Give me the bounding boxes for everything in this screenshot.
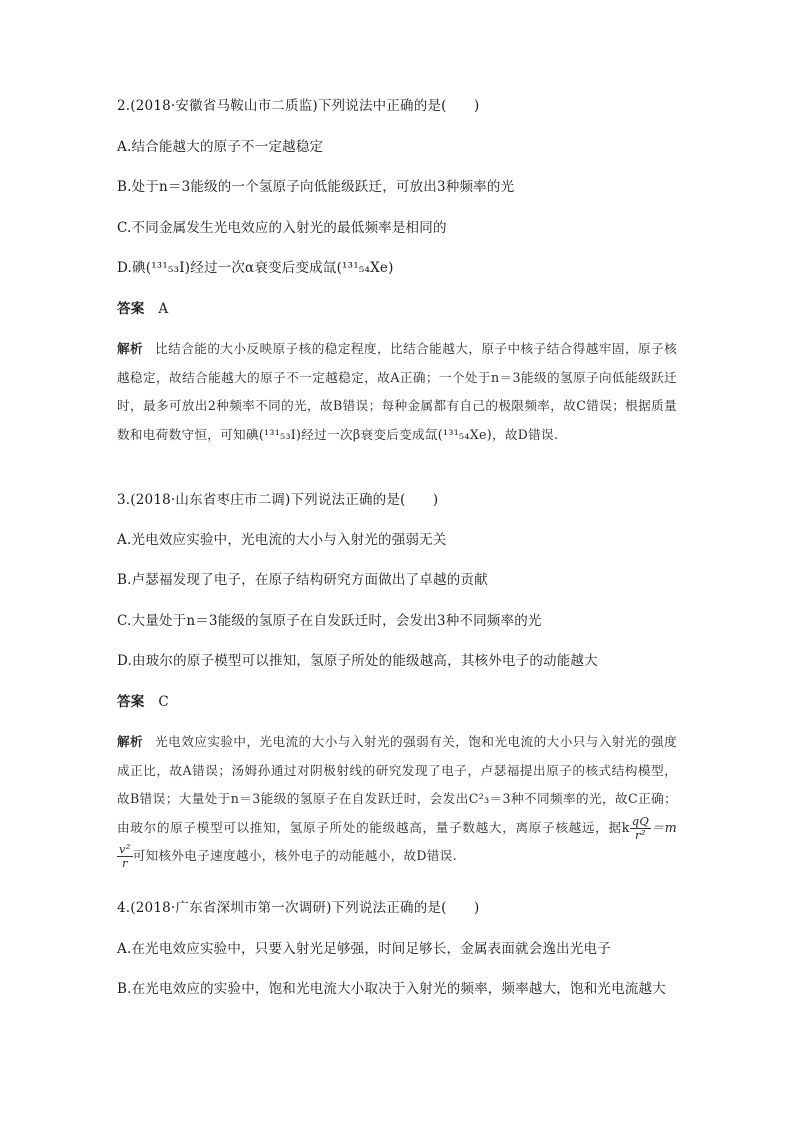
q3-analysis xyxy=(117,728,677,871)
analysis-label: 解析 xyxy=(117,734,144,749)
q3-option-c: C.大量处于n＝3能级的氢原子在自发跃迁时，会发出3种不同频率的光 xyxy=(117,613,542,629)
q2-option-d: D.碘(¹³¹₅₃I)经过一次α衰变后变成氙(¹³¹₅₄Xe) xyxy=(117,260,394,276)
q3-title: 3.(2018·山东省枣庄市二调)下列说法正确的是( ) xyxy=(117,492,439,508)
q2-option-a: A.结合能越大的原子不一定越稳定 xyxy=(117,139,324,155)
formula-denominator: r² xyxy=(635,827,646,842)
q3-answer xyxy=(117,692,169,712)
q2-option-c: C.不同金属发生光电效应的入射光的最低频率是相同的 xyxy=(117,220,447,236)
q2-title: 2.(2018·安徽省马鞍山市二质监)下列说法中正确的是( ) xyxy=(117,98,480,114)
answer-value: A xyxy=(158,301,169,317)
analysis-text-part2: 可知核外电子速度越小，核外电子的动能越小，故D错误. xyxy=(132,848,457,863)
q4-title: 4.(2018·广东省深圳市第一次调研)下列说法正确的是( ) xyxy=(117,900,480,916)
q2-analysis xyxy=(117,335,677,449)
q3-option-d: D.由玻尔的原子模型可以推知，氢原子所处的能级越高，其核外电子的动能越大 xyxy=(117,653,598,669)
q2-option-b: B.处于n＝3能级的一个氢原子向低能级跃迁，可放出3种频率的光 xyxy=(117,179,515,195)
formula-fraction-coulomb xyxy=(630,815,651,842)
q2-answer xyxy=(117,299,168,319)
formula-numerator: qQ xyxy=(631,813,650,828)
formula-numerator: v² xyxy=(119,842,131,856)
answer-label: 答案 xyxy=(117,694,145,710)
answer-label: 答案 xyxy=(117,301,145,317)
formula-fraction-centripetal xyxy=(117,843,133,870)
analysis-text: 比结合能的大小反映原子核的稳定程度，比结合能越大，原子中核子结合得越牢固，原子核越稳定，故结合能越大的原子不一定越稳定，故A正确；一个处于n＝3能级的氢原子向低能级跃迁时，最多可放出2种频率不同的光，故B错误；每种金属都有自己的极限频率，故C错误；根据质量数和电荷数守恒，可知碘(¹³¹₅₃I)经过一次β衰变后变成氙(¹³¹₅₄Xe)，故D错误. xyxy=(117,341,677,442)
q3-option-a: A.光电效应实验中，光电流的大小与入射光的强弱无关 xyxy=(117,532,447,548)
formula-denominator: r xyxy=(121,856,128,870)
q4-option-b: B.在光电效应的实验中，饱和光电流大小取决于入射光的频率，频率越大，饱和光电流越大 xyxy=(117,981,666,997)
analysis-label: 解析 xyxy=(117,341,144,356)
q4-option-a: A.在光电效应实验中，只要入射光足够强，时间足够长，金属表面就会逸出光电子 xyxy=(117,941,611,957)
q3-option-b: B.卢瑟福发现了电子，在原子结构研究方面做出了卓越的贡献 xyxy=(117,572,488,588)
answer-value: C xyxy=(158,694,169,710)
formula-equals: ＝m xyxy=(651,819,677,835)
analysis-text-part1: 光电效应实验中，光电流的大小与入射光的强弱有关，饱和光电流的大小只与入射光的强度成正比，故A错误；汤姆孙通过对阴极射线的研究发现了电子，卢瑟福提出原子的核式结构模型，故B错误；大量处于n＝3能级的氢原子在自发跃迁时，会发出C²₃＝3种不同频率的光，故C正确；由玻尔的原子模型可以推知，氢原子所处的能级越高，量子数越大，离原子核越远，据k xyxy=(117,734,677,835)
